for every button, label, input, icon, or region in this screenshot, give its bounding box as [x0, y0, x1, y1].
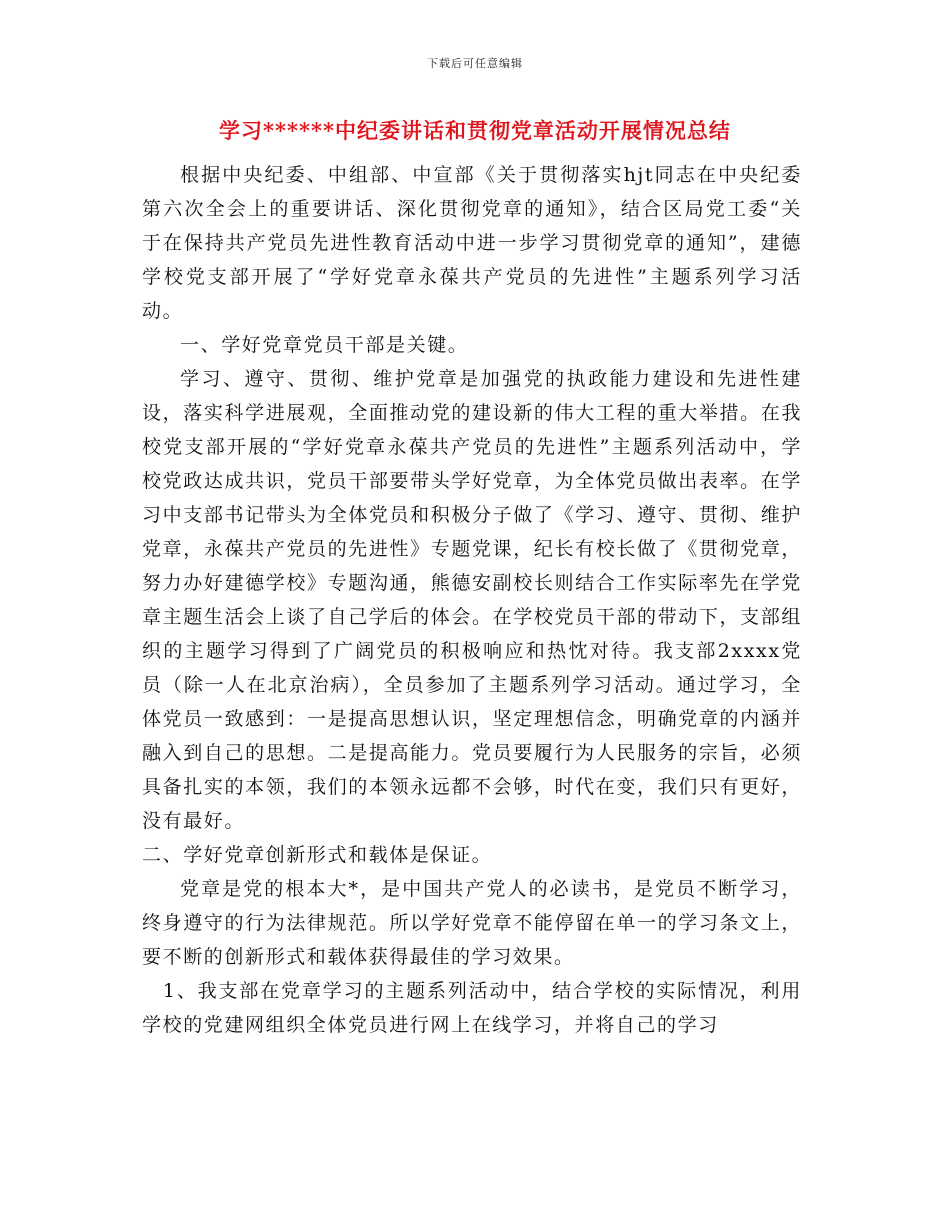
- document-title: 学习******中纪委讲话和贯彻党章活动开展情况总结: [219, 118, 731, 143]
- section-heading-2: 二、学好党章创新形式和载体是保证。: [142, 844, 493, 866]
- paragraph-intro: 根据中央纪委、中组部、中宣部《关于贯彻落实hjt同志在中央纪委第六次全会上的重要讲话、深化贯彻党章的通知》，结合区局党工委“关于在保持共产党员先进性教育活动中进一步学习贯彻党章的通知”，建德学校党支部开展了“学好党章永葆共产党员的先进性”主题系列学习活动。: [142, 164, 802, 322]
- paragraph-section-1: 学习、遵守、贯彻、维护党章是加强党的执政能力建设和先进性建设，落实科学进展观，全面推动党的建设新的伟大工程的重大举措。在我校党支部开展的“学好党章永葆共产党员的先进性”主题系列活动中，学校党政达成共识，党员干部要带头学好党章，为全体党员做出表率。在学习中支部书记带头为全体党员和积极分子做了《学习、遵守、贯彻、维护党章，永葆共产党员的先进性》专题党课，纪长有校长做了《贯彻党章，努力办好建德学校》专题沟通，熊德安副校长则结合工作实际率先在学党章主题生活会上谈了自己学后的体会。在学校党员干部的带动下，支部组织的主题学习得到了广阔党员的积极响应和热忱对待。我支部2xxxx党员（除一人在北京治病），全员参加了主题系列学习活动。通过学习，全体党员一致感到：一是提高思想认识，坚定理想信念，明确党章的内涵并融入到自己的思想。二是提高能力。党员要履行为人民服务的宗旨，必须具备扎实的本领，我们的本领永远都不会够，时代在变，我们只有更好，没有最好。: [142, 368, 802, 832]
- header-note: 下载后可任意编辑: [427, 57, 523, 70]
- paragraph-section-2: 党章是党的根本大*，是中国共产党人的必读书，是党员不断学习，终身遵守的行为法律规范。所以学好党章不能停留在单一的学习条文上，要不断的创新形式和载体获得最佳的学习效果。: [142, 878, 802, 968]
- section-heading-1: 一、学好党章党员干部是关键。: [180, 334, 469, 356]
- document-body: [142, 158, 802, 1042]
- paragraph-item-1: 1、我支部在党章学习的主题系列活动中，结合学校的实际情况，利用学校的党建网组织全体党员进行网上在线学习，并将自己的学习: [142, 980, 802, 1036]
